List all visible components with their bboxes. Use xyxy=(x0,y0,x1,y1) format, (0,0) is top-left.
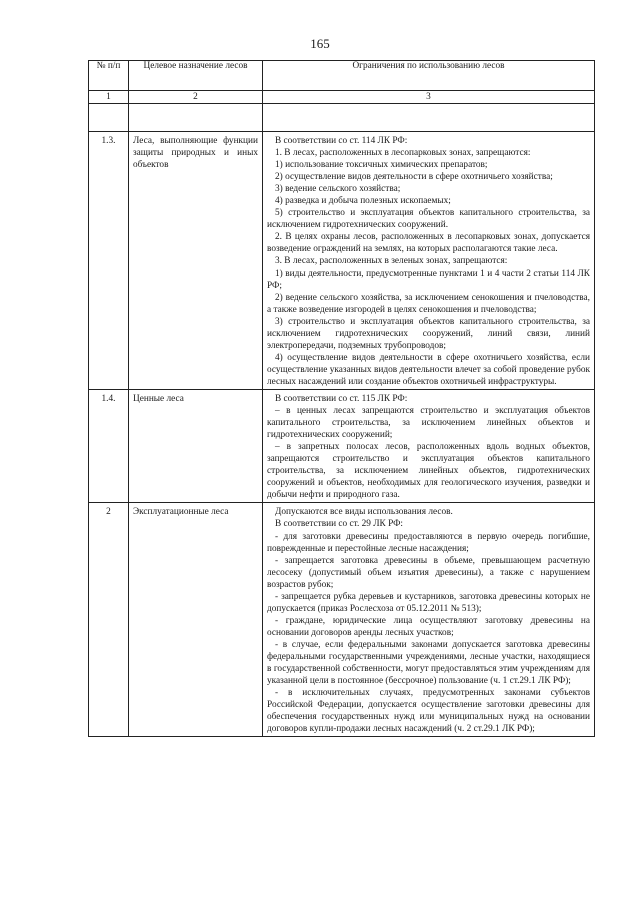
row-purpose: Леса, выполняющие функции защиты природных и иных объектов xyxy=(129,132,263,390)
restriction-line: Допускаются все виды использования лесов. xyxy=(275,507,453,518)
restriction-line: - граждане, юридические лица осуществляют заготовку древесины на основании договоров аренды лесных участков; xyxy=(267,615,590,638)
column-number: 2 xyxy=(129,91,263,104)
restriction-line: – в запретных полосах лесов, расположенных вдоль водных объектов, запрещаются строительство и эксплуатация объектов капитального строительства, за исключением линейных объектов, гидротехнических сооружений и объектов, необходимых для геологического изучения, разведки и добычи нефти и природного газа. xyxy=(267,442,590,501)
column-number: 3 xyxy=(263,91,595,104)
column-number: 1 xyxy=(89,91,129,104)
row-restrictions xyxy=(263,389,595,502)
restriction-line: - в случае, если федеральными законами допускается заготовка древесины федеральными государственными учреждениями, лесные участки, находящиеся в государственной собственности, могут предоставляться этим учреждениям для указанной цели в постоянное (бессрочное) пользование (ч. 1 ст.29.1 ЛК РФ); xyxy=(267,639,590,687)
header-purpose: Целевое назначение лесов xyxy=(129,61,263,91)
column-numbers-row xyxy=(89,91,595,104)
table-header-row xyxy=(89,61,595,91)
restriction-line: 2) осуществление видов деятельности в сфере охотничьего хозяйства; xyxy=(275,172,553,183)
row-purpose: Ценные леса xyxy=(129,389,263,502)
restriction-line: В соответствии со ст. 115 ЛК РФ: xyxy=(275,393,408,404)
restriction-line: 3) ведение сельского хозяйства; xyxy=(275,184,401,195)
restriction-line: 1) использование токсичных химических препаратов; xyxy=(275,160,488,171)
blank-row xyxy=(89,104,595,132)
header-restrictions: Ограничения по использованию лесов xyxy=(263,61,595,91)
restriction-line: - в исключительных случаях, предусмотренных законами субъектов Российской Федерации, допускается осуществление заготовки древесины для обеспечения государственных нужд или муниципальных нужд на основании договоров купли-продажи лесных насаждений (ч. 2 ст.29.1 ЛК РФ); xyxy=(267,688,590,735)
restriction-line: 5) строительство и эксплуатация объектов капитального строительства, за исключением гидротехнических сооружений. xyxy=(267,208,590,231)
restriction-line: В соответствии со ст. 29 ЛК РФ: xyxy=(275,519,404,530)
table-row xyxy=(89,503,595,737)
restriction-line: 3) строительство и эксплуатация объектов капитального строительства, за исключением гидротехнических сооружений, линий связи, линий электропередачи, подземных трубопроводов; xyxy=(267,316,590,351)
restriction-line: 3. В лесах, расположенных в зеленых зонах, запрещаются: xyxy=(275,256,508,267)
row-restrictions xyxy=(263,503,595,737)
restriction-line: 1. В лесах, расположенных в лесопарковых зонах, запрещаются: xyxy=(275,148,531,159)
restriction-line: 4) разведка и добыча полезных ископаемых; xyxy=(275,196,451,207)
table-row xyxy=(89,389,595,502)
row-restrictions xyxy=(263,132,595,390)
restriction-line: 2) ведение сельского хозяйства, за исключением сенокошения и пчеловодства, а также возведение изгородей в целях сенокошения и пчеловодства; xyxy=(267,292,590,315)
table-row xyxy=(89,132,595,390)
restriction-line: - запрещается рубка деревьев и кустарников, заготовка древесины которых не допускается (приказ Рослесхоза от 05.12.2011 № 513); xyxy=(267,591,590,614)
row-purpose: Эксплуатационные леса xyxy=(129,503,263,737)
restriction-line: 1) виды деятельности, предусмотренные пунктами 1 и 4 части 2 статьи 114 ЛК РФ; xyxy=(267,268,590,291)
restriction-line: В соответствии со ст. 114 ЛК РФ: xyxy=(275,136,408,146)
row-number: 1.3. xyxy=(89,132,129,390)
restriction-line: 2. В целях охраны лесов, расположенных в лесопарковых зонах, допускается возведение ограждений на землях, на которых располагаются такие леса. xyxy=(267,232,590,255)
restriction-line: 4) осуществление видов деятельности в сфере охотничьего хозяйства, если осуществление указанных видов деятельности влечет за собой проведение рубок лесных насаждений или создание объектов охотничьей инфраструктуры. xyxy=(267,352,590,387)
restriction-line: – в ценных лесах запрещаются строительство и эксплуатация объектов капитального строительства, за исключением линейных объектов и гидротехнических сооружений; xyxy=(267,406,590,441)
forest-restrictions-table xyxy=(88,60,595,737)
restriction-line: - запрещается заготовка древесины в объеме, превышающем расчетную лесосеку (допустимый объем изъятия древесины), а также с нарушением возрастов рубок; xyxy=(267,555,590,590)
row-number: 1.4. xyxy=(89,389,129,502)
page-number: 165 xyxy=(310,36,330,51)
header-number: № п/п xyxy=(89,61,129,91)
row-number: 2 xyxy=(89,503,129,737)
restriction-line: - для заготовки древесины предоставляются в первую очередь погибшие, поврежденные и перестойные лесные насаждения; xyxy=(267,531,590,554)
